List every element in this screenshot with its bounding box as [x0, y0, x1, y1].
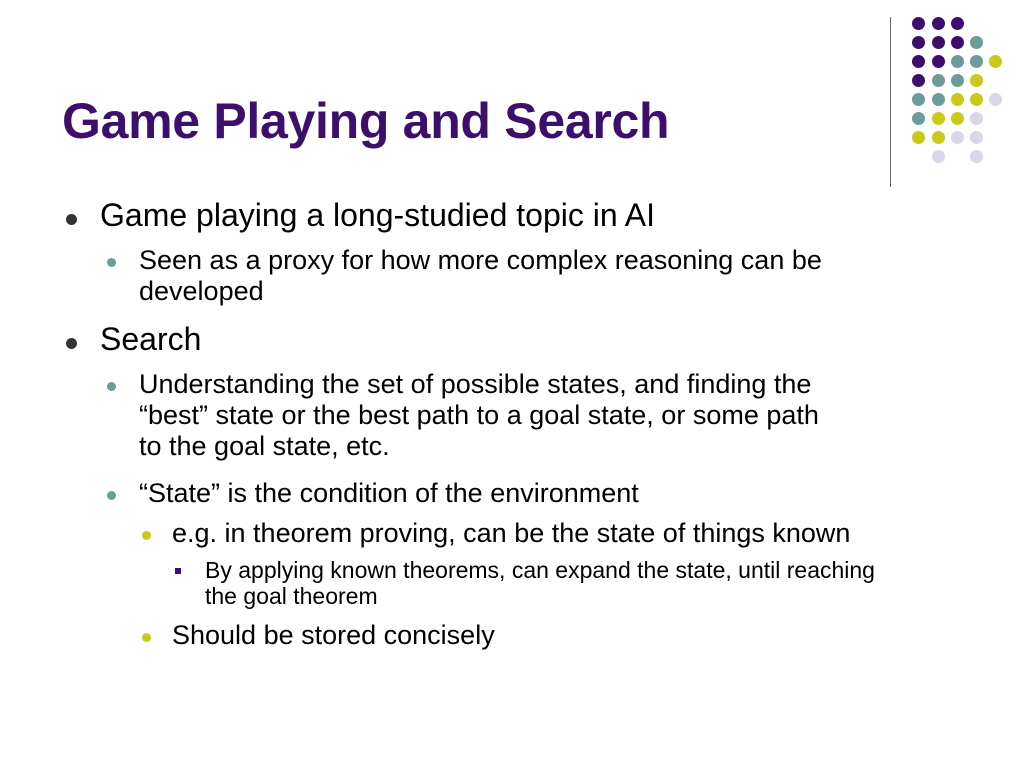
bullet-text — [172, 620, 495, 651]
bullet-line: developed — [139, 276, 264, 307]
bullet-marker — [142, 633, 151, 642]
bullet-line: Should be stored concisely — [172, 620, 495, 650]
bullet-marker — [66, 214, 77, 225]
bullet-marker — [175, 568, 181, 574]
bullet-text — [139, 245, 822, 307]
bullet-text — [100, 321, 201, 358]
bullet-text — [139, 478, 639, 509]
bullet-text — [205, 557, 875, 610]
bullet-text — [172, 518, 850, 549]
bullet-text — [139, 369, 819, 462]
bullet-line: Understanding the set of possible states, and finding the — [139, 369, 812, 399]
bullet-marker — [107, 258, 116, 267]
bullet-line: Game playing a long-studied topic in AI — [100, 197, 655, 233]
bullet-line: “State” is the condition of the environment — [139, 478, 639, 508]
bullet-marker — [107, 491, 116, 500]
bullet-marker — [107, 382, 116, 391]
bullet-line: Search — [100, 321, 202, 357]
bullet-marker — [142, 531, 151, 540]
slide-title: Game Playing and Search — [62, 93, 670, 149]
bullet-line: the goal theorem — [205, 583, 378, 610]
bullet-line: e.g. in theorem proving, can be the state of things known — [172, 518, 851, 548]
bullet-marker — [66, 338, 77, 349]
bullet-line: “best” state or the best path to a goal state, or some path — [139, 400, 819, 431]
bullet-text — [100, 197, 655, 234]
bullet-line: Seen as a proxy for how more complex reasoning can be — [139, 245, 822, 275]
bullet-line: By applying known theorems, can expand the state, until reaching — [205, 557, 875, 583]
bullet-line: to the goal state, etc. — [139, 431, 390, 462]
